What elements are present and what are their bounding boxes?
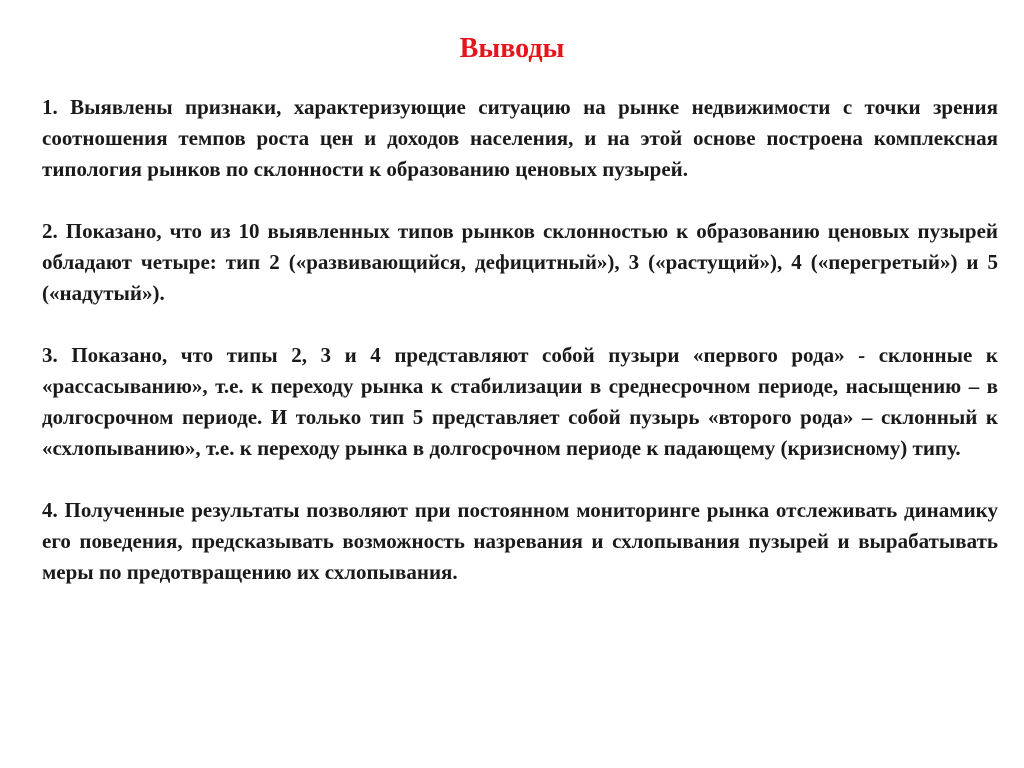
conclusion-3: 3. Показано, что типы 2, 3 и 4 представляют собой пузыри «первого рода» - склонные к «рассасыванию», т.е. к переходу рынка к стабилизации в среднесрочном периоде, насыщению – в долгосрочном периоде. И только тип 5 представляет собой пузырь «второго рода» – склонный к «схлопыванию», т.е. к переходу рынка в долгосрочном периоде к падающему (кризисному) типу.: [42, 343, 998, 460]
conclusions-list: [42, 92, 998, 619]
conclusion-1: 1. Выявлены признаки, характеризующие ситуацию на рынке недвижимости с точки зрения соотношения темпов роста цен и доходов населения, и на этой основе построена комплексная типология рынков по склонности к образованию ценовых пузырей.: [42, 95, 998, 181]
slide-title: Выводы: [459, 33, 565, 64]
conclusion-4: 4. Полученные результаты позволяют при постоянном мониторинге рынка отслеживать динамику его поведения, предсказывать возможность назревания и схлопывания пузырей и вырабатывать меры по предотвращению их схлопывания.: [42, 498, 998, 584]
conclusion-2: 2. Показано, что из 10 выявленных типов рынков склонностью к образованию ценовых пузырей обладают четыре: тип 2 («развивающийся, дефицитный»), 3 («растущий»), 4 («перегретый») и 5 («надутый»).: [42, 219, 998, 305]
